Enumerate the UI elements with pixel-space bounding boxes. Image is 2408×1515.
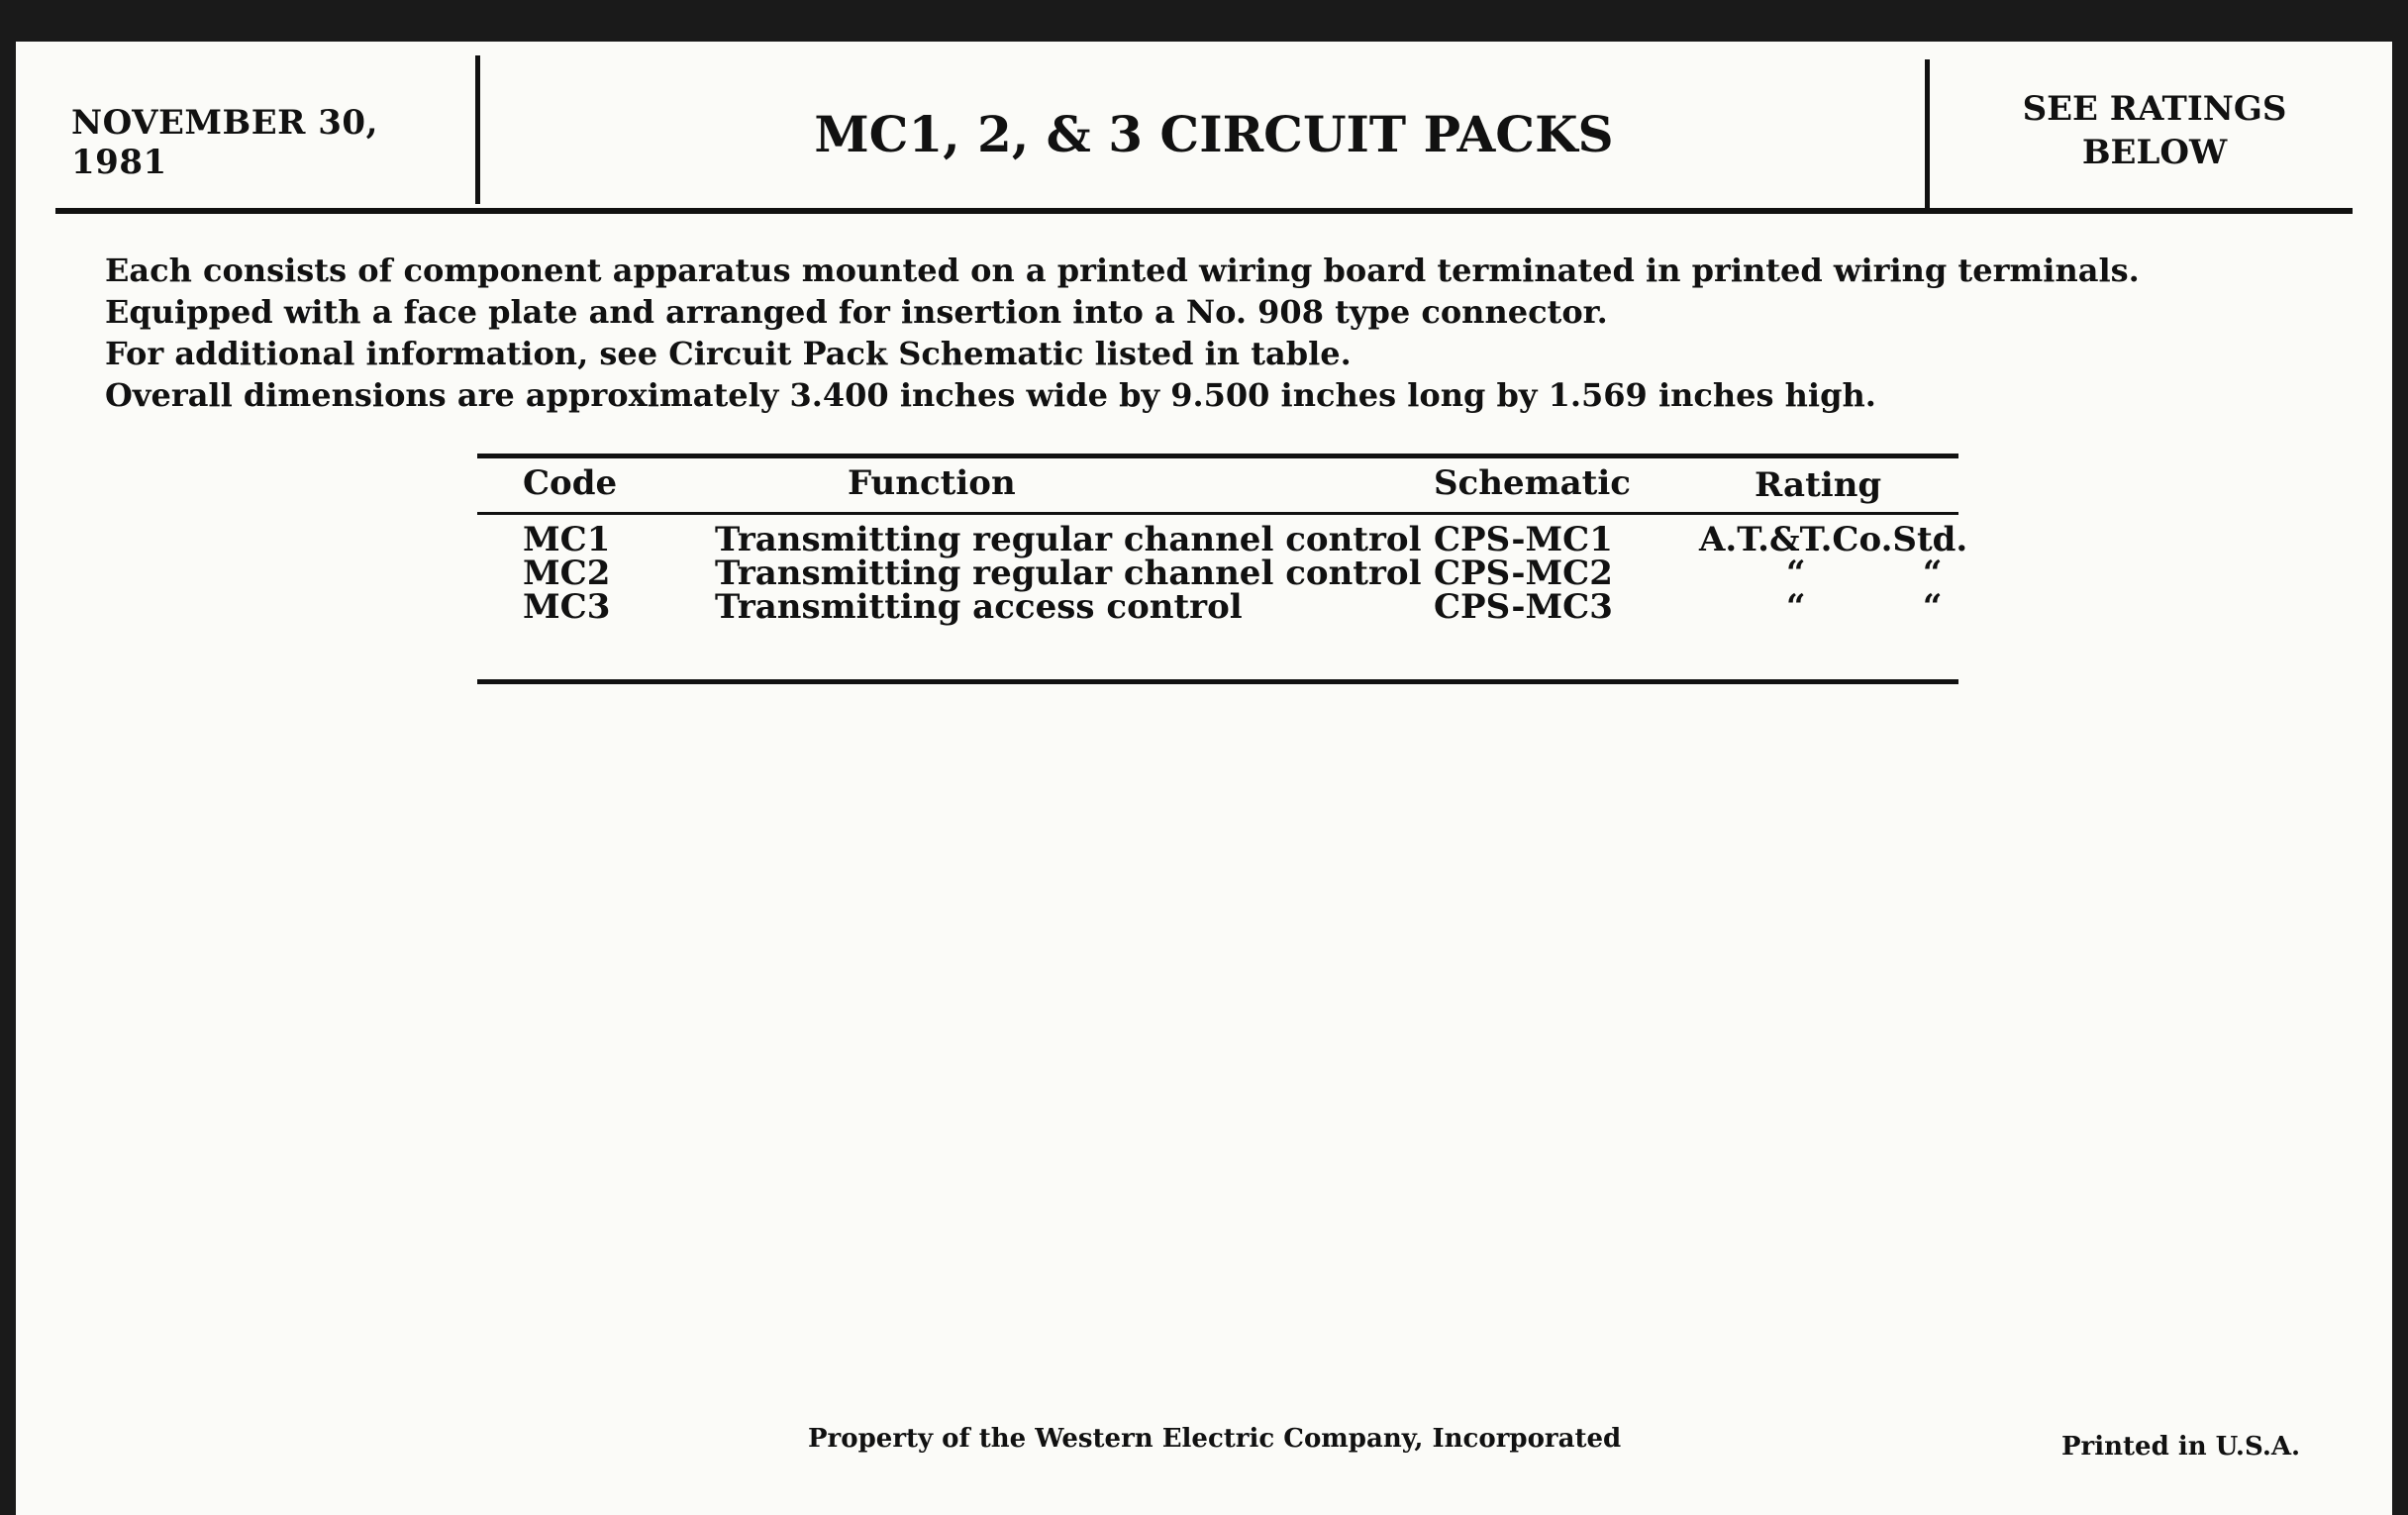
table-rule-top — [477, 454, 1958, 458]
header-rule — [55, 208, 2353, 214]
row-function: Transmitting regular channel control — [715, 520, 1422, 559]
description-line: Overall dimensions are approximately 3.400 inches wide by 9.500 inches long by 1.569 inches high. — [105, 376, 1876, 414]
document-date: NOVEMBER 30, 1981 — [71, 103, 378, 182]
column-header-code: Code — [523, 463, 618, 503]
row-code: MC1 — [523, 520, 611, 559]
page-title: MC1, 2, & 3 CIRCUIT PACKS — [814, 105, 1614, 163]
row-rating: A.T.&T.Co.Std. — [1699, 520, 1968, 559]
row-rating: “ “ — [1786, 587, 1943, 627]
row-function: Transmitting access control — [715, 587, 1243, 627]
description-line: For additional information, see Circuit Pack Schematic listed in table. — [105, 335, 1352, 372]
document-page — [16, 42, 2392, 1515]
description-line: Equipped with a face plate and arranged for insertion into a No. 908 type connector. — [105, 293, 1608, 331]
row-function: Transmitting regular channel control — [715, 554, 1422, 593]
row-rating: “ “ — [1786, 554, 1943, 593]
printed-in-notice: Printed in U.S.A. — [2061, 1432, 2301, 1462]
description-line: Each consists of component apparatus mounted on a printed wiring board terminated in printed wiring terminals. — [105, 252, 2140, 289]
table-rule-header — [477, 512, 1958, 515]
header-divider-left — [475, 55, 480, 204]
row-code: MC3 — [523, 587, 611, 627]
column-header-schematic: Schematic — [1434, 463, 1631, 503]
row-schematic: CPS-MC2 — [1434, 554, 1613, 593]
table-rule-bottom — [477, 679, 1958, 684]
row-schematic: CPS-MC3 — [1434, 587, 1613, 627]
column-header-function: Function — [848, 463, 1016, 503]
column-header-rating: Rating — [1755, 465, 1882, 505]
ratings-note — [1956, 87, 2353, 174]
property-notice: Property of the Western Electric Company, Incorporated — [808, 1424, 1622, 1454]
description — [105, 250, 2283, 416]
header-divider-right — [1925, 59, 1930, 208]
row-code: MC2 — [523, 554, 611, 593]
ratings-note-line2: BELOW — [2081, 133, 2228, 172]
ratings-note-line1: SEE RATINGS — [2022, 89, 2287, 129]
row-schematic: CPS-MC1 — [1434, 520, 1613, 559]
